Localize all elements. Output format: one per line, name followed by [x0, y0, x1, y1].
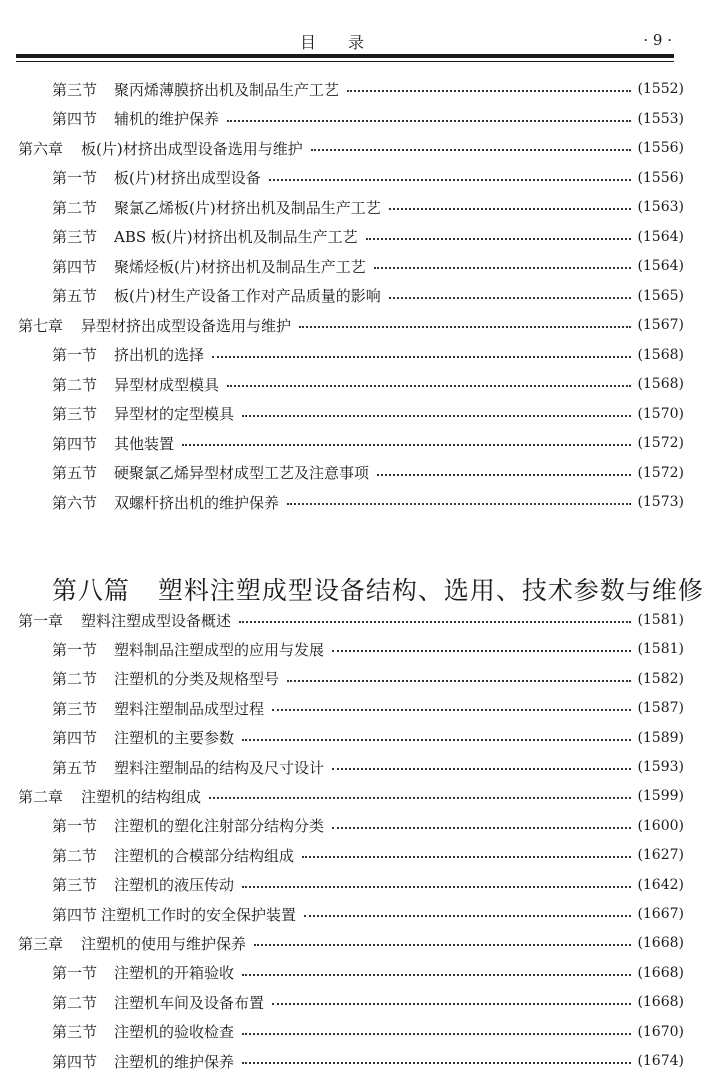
- toc-section-row[interactable]: [0, 252, 704, 280]
- page-reference: (1564): [637, 258, 684, 274]
- dot-leader: [182, 444, 631, 446]
- chapter-title: 注塑机的使用与维护保养: [81, 934, 247, 953]
- toc-section-row[interactable]: [0, 400, 704, 428]
- section-label: 第四节: [52, 110, 98, 128]
- section-label: 第四节: [52, 434, 98, 453]
- section-title: 板(片)材挤出成型设备: [114, 169, 261, 187]
- page-reference: (1567): [637, 317, 684, 333]
- toc-section-row[interactable]: [0, 724, 704, 752]
- header-rule-thick: [16, 54, 674, 58]
- page-reference: (1667): [637, 906, 684, 922]
- section-label: 第一节: [52, 817, 98, 836]
- chapter-label: 第三章: [18, 934, 64, 953]
- part-heading: [34, 542, 704, 607]
- part-title: 塑料注塑成型设备结构、选用、技术参数与维修: [157, 576, 704, 605]
- toc-section-row[interactable]: [0, 988, 704, 1016]
- section-label: 第二节: [52, 993, 98, 1012]
- toc-section-row[interactable]: [0, 694, 704, 722]
- toc-chapter-row[interactable]: [0, 134, 704, 162]
- dot-leader: [242, 974, 631, 976]
- toc-section-row[interactable]: [0, 429, 704, 457]
- section-label: 第二节: [52, 670, 98, 689]
- dot-leader: [227, 385, 631, 387]
- header-page-number: · 9 ·: [643, 31, 672, 49]
- toc-section-row[interactable]: [0, 164, 704, 192]
- section-label: 第三节: [52, 699, 98, 718]
- page-reference: (1553): [637, 110, 684, 127]
- page-reference: (1642): [637, 876, 684, 893]
- page-reference: (1573): [637, 494, 684, 510]
- page-reference: (1668): [637, 964, 684, 981]
- section-title: 注塑机的主要参数: [114, 729, 235, 748]
- toc-section-row[interactable]: [0, 635, 704, 663]
- section-title: 塑料制品注塑成型的应用与发展: [114, 640, 325, 659]
- section-title: 聚丙烯薄膜挤出机及制品生产工艺: [114, 80, 340, 99]
- dot-leader: [332, 650, 631, 652]
- chapter-label: 第七章: [18, 316, 64, 335]
- dot-leader: [209, 797, 631, 799]
- chapter-title: 塑料注塑成型设备概述: [81, 611, 232, 630]
- toc-section-row[interactable]: [0, 282, 704, 310]
- section-title: 注塑机的液压传动: [114, 876, 235, 895]
- section-label: 第四节: [52, 1052, 98, 1071]
- section-label: 第二节: [52, 198, 98, 217]
- page-reference: (1670): [637, 1023, 684, 1040]
- dot-leader: [287, 503, 631, 505]
- section-label: 第二节: [52, 846, 98, 865]
- section-title: 注塑机的分类及规格型号: [114, 670, 280, 689]
- section-title: 塑料注塑制品的结构及尺寸设计: [114, 758, 325, 777]
- section-label: 第四节: [52, 257, 98, 276]
- section-label: 第五节: [52, 464, 98, 482]
- section-title: 板(片)材生产设备工作对产品质量的影响: [114, 287, 381, 305]
- section-label: 第二节: [52, 375, 98, 394]
- dot-leader: [242, 739, 631, 741]
- dot-leader: [299, 326, 631, 328]
- toc-section-row[interactable]: [0, 1018, 704, 1046]
- section-label: 第一节: [52, 169, 98, 187]
- section-label: 第三节: [52, 405, 98, 423]
- page-reference: (1564): [637, 228, 684, 245]
- toc-section-row[interactable]: [0, 75, 704, 103]
- section-label: 第一节: [52, 640, 98, 659]
- page-reference: (1587): [637, 700, 684, 717]
- dot-leader: [272, 709, 631, 711]
- section-label: 第三节: [52, 228, 98, 246]
- dot-leader: [304, 915, 631, 917]
- page-reference: (1556): [637, 140, 684, 156]
- section-title: 其他装置: [114, 434, 175, 453]
- toc-section-row[interactable]: [0, 812, 704, 840]
- toc-section-row[interactable]: [0, 665, 704, 693]
- header-title: 目 录: [300, 33, 365, 52]
- page-reference: (1582): [637, 670, 684, 687]
- dot-leader: [332, 768, 631, 770]
- section-title: 挤出机的选择: [114, 346, 205, 364]
- page-reference: (1552): [637, 81, 684, 97]
- page-reference: (1565): [637, 287, 684, 304]
- page-reference: (1581): [637, 641, 684, 658]
- section-title: 注塑机的维护保养: [114, 1052, 235, 1071]
- section-title: ABS 板(片)材挤出机及制品生产工艺: [114, 228, 358, 246]
- section-label: 第五节: [52, 758, 98, 777]
- dot-leader: [302, 856, 631, 858]
- section-title: 注塑机的验收检查: [114, 1023, 235, 1042]
- page-reference: (1563): [637, 199, 684, 215]
- dot-leader: [227, 120, 631, 122]
- toc-section-row[interactable]: [0, 871, 704, 899]
- dot-leader: [347, 90, 631, 92]
- page-reference: (1572): [637, 464, 684, 481]
- toc-section-row[interactable]: [0, 370, 704, 398]
- page-reference: (1600): [637, 817, 684, 834]
- section-title: 辅机的维护保养: [114, 110, 220, 128]
- page-reference: (1556): [637, 169, 684, 186]
- section-label: 第四节: [52, 729, 98, 748]
- page-header: [0, 0, 704, 60]
- page-reference: (1674): [637, 1053, 684, 1069]
- toc-section-row[interactable]: [0, 341, 704, 369]
- chapter-label: 第一章: [18, 611, 64, 630]
- chapter-label: 第二章: [18, 787, 64, 806]
- page-reference: (1572): [637, 435, 684, 451]
- section-label: 第五节: [52, 287, 98, 305]
- dot-leader: [269, 179, 632, 181]
- section-title: 异型材成型模具: [114, 375, 220, 394]
- section-title: 聚烯烃板(片)材挤出机及制品生产工艺: [114, 257, 366, 276]
- dot-leader: [242, 1062, 631, 1064]
- page-reference: (1570): [637, 405, 684, 422]
- section-label: 第三节: [52, 1023, 98, 1042]
- page-reference: (1668): [637, 935, 684, 952]
- dot-leader: [389, 208, 632, 210]
- dot-leader: [239, 621, 631, 623]
- section-title: 塑料注塑制品成型过程: [114, 699, 265, 718]
- toc-section-row[interactable]: [0, 105, 704, 133]
- section-label: 第一节: [52, 346, 98, 364]
- chapter-title: 注塑机的结构组成: [81, 787, 202, 806]
- page-reference: (1568): [637, 376, 684, 392]
- section-title: 硬聚氯乙烯异型材成型工艺及注意事项: [114, 464, 370, 482]
- toc-chapter-row[interactable]: [0, 929, 704, 957]
- chapter-title: 异型材挤出成型设备选用与维护: [81, 316, 292, 335]
- dot-leader: [287, 680, 631, 682]
- dot-leader: [374, 267, 632, 269]
- page-reference: (1589): [637, 729, 684, 746]
- header-rule-thin: [16, 61, 674, 62]
- part-label: 第八篇: [51, 576, 130, 605]
- page-reference: (1627): [637, 847, 684, 864]
- toc-section-row[interactable]: [0, 841, 704, 869]
- dot-leader: [242, 886, 631, 888]
- toc-chapter-row[interactable]: [0, 782, 704, 810]
- dot-leader: [311, 149, 632, 151]
- toc-section-row[interactable]: [0, 959, 704, 987]
- dot-leader: [377, 474, 631, 476]
- section-label: 第三节: [52, 876, 98, 895]
- toc-section-row[interactable]: [0, 223, 704, 251]
- dot-leader: [366, 238, 632, 240]
- section-label: 第四节: [52, 905, 98, 924]
- dot-leader: [272, 1003, 631, 1005]
- toc-section-row[interactable]: [0, 1047, 704, 1075]
- page-reference: (1568): [637, 346, 684, 363]
- dot-leader: [242, 415, 631, 417]
- section-label: 第三节: [52, 80, 98, 99]
- dot-leader: [242, 1033, 631, 1035]
- page-reference: (1668): [637, 994, 684, 1011]
- chapter-title: 板(片)材挤出成型设备选用与维护: [81, 139, 303, 158]
- section-title: 注塑机的塑化注射部分结构分类: [114, 817, 325, 836]
- toc-chapter-row[interactable]: [0, 606, 704, 634]
- section-title: 注塑机的合模部分结构组成: [114, 846, 295, 865]
- section-label: 第六节: [52, 493, 98, 512]
- page-reference: (1593): [637, 759, 684, 775]
- toc-section-row[interactable]: [0, 900, 704, 928]
- page-reference: (1599): [637, 788, 684, 805]
- section-title: 注塑机车间及设备布置: [114, 993, 265, 1012]
- section-title: 聚氯乙烯板(片)材挤出机及制品生产工艺: [114, 198, 381, 217]
- toc-section-row[interactable]: [0, 753, 704, 781]
- page-reference: (1581): [637, 612, 684, 628]
- chapter-label: 第六章: [18, 139, 64, 158]
- dot-leader: [389, 297, 632, 299]
- dot-leader: [332, 827, 631, 829]
- section-title: 双螺杆挤出机的维护保养: [114, 493, 280, 512]
- dot-leader: [254, 944, 631, 946]
- section-title: 异型材的定型模具: [114, 405, 235, 423]
- dot-leader: [212, 356, 631, 358]
- toc-section-row[interactable]: [0, 459, 704, 487]
- toc-section-row[interactable]: [0, 488, 704, 516]
- section-title: 注塑机的开箱验收: [114, 964, 235, 983]
- section-title: 注塑机工作时的安全保护装置: [101, 905, 297, 924]
- toc-chapter-row[interactable]: [0, 311, 704, 339]
- toc-section-row[interactable]: [0, 193, 704, 221]
- section-label: 第一节: [52, 964, 98, 983]
